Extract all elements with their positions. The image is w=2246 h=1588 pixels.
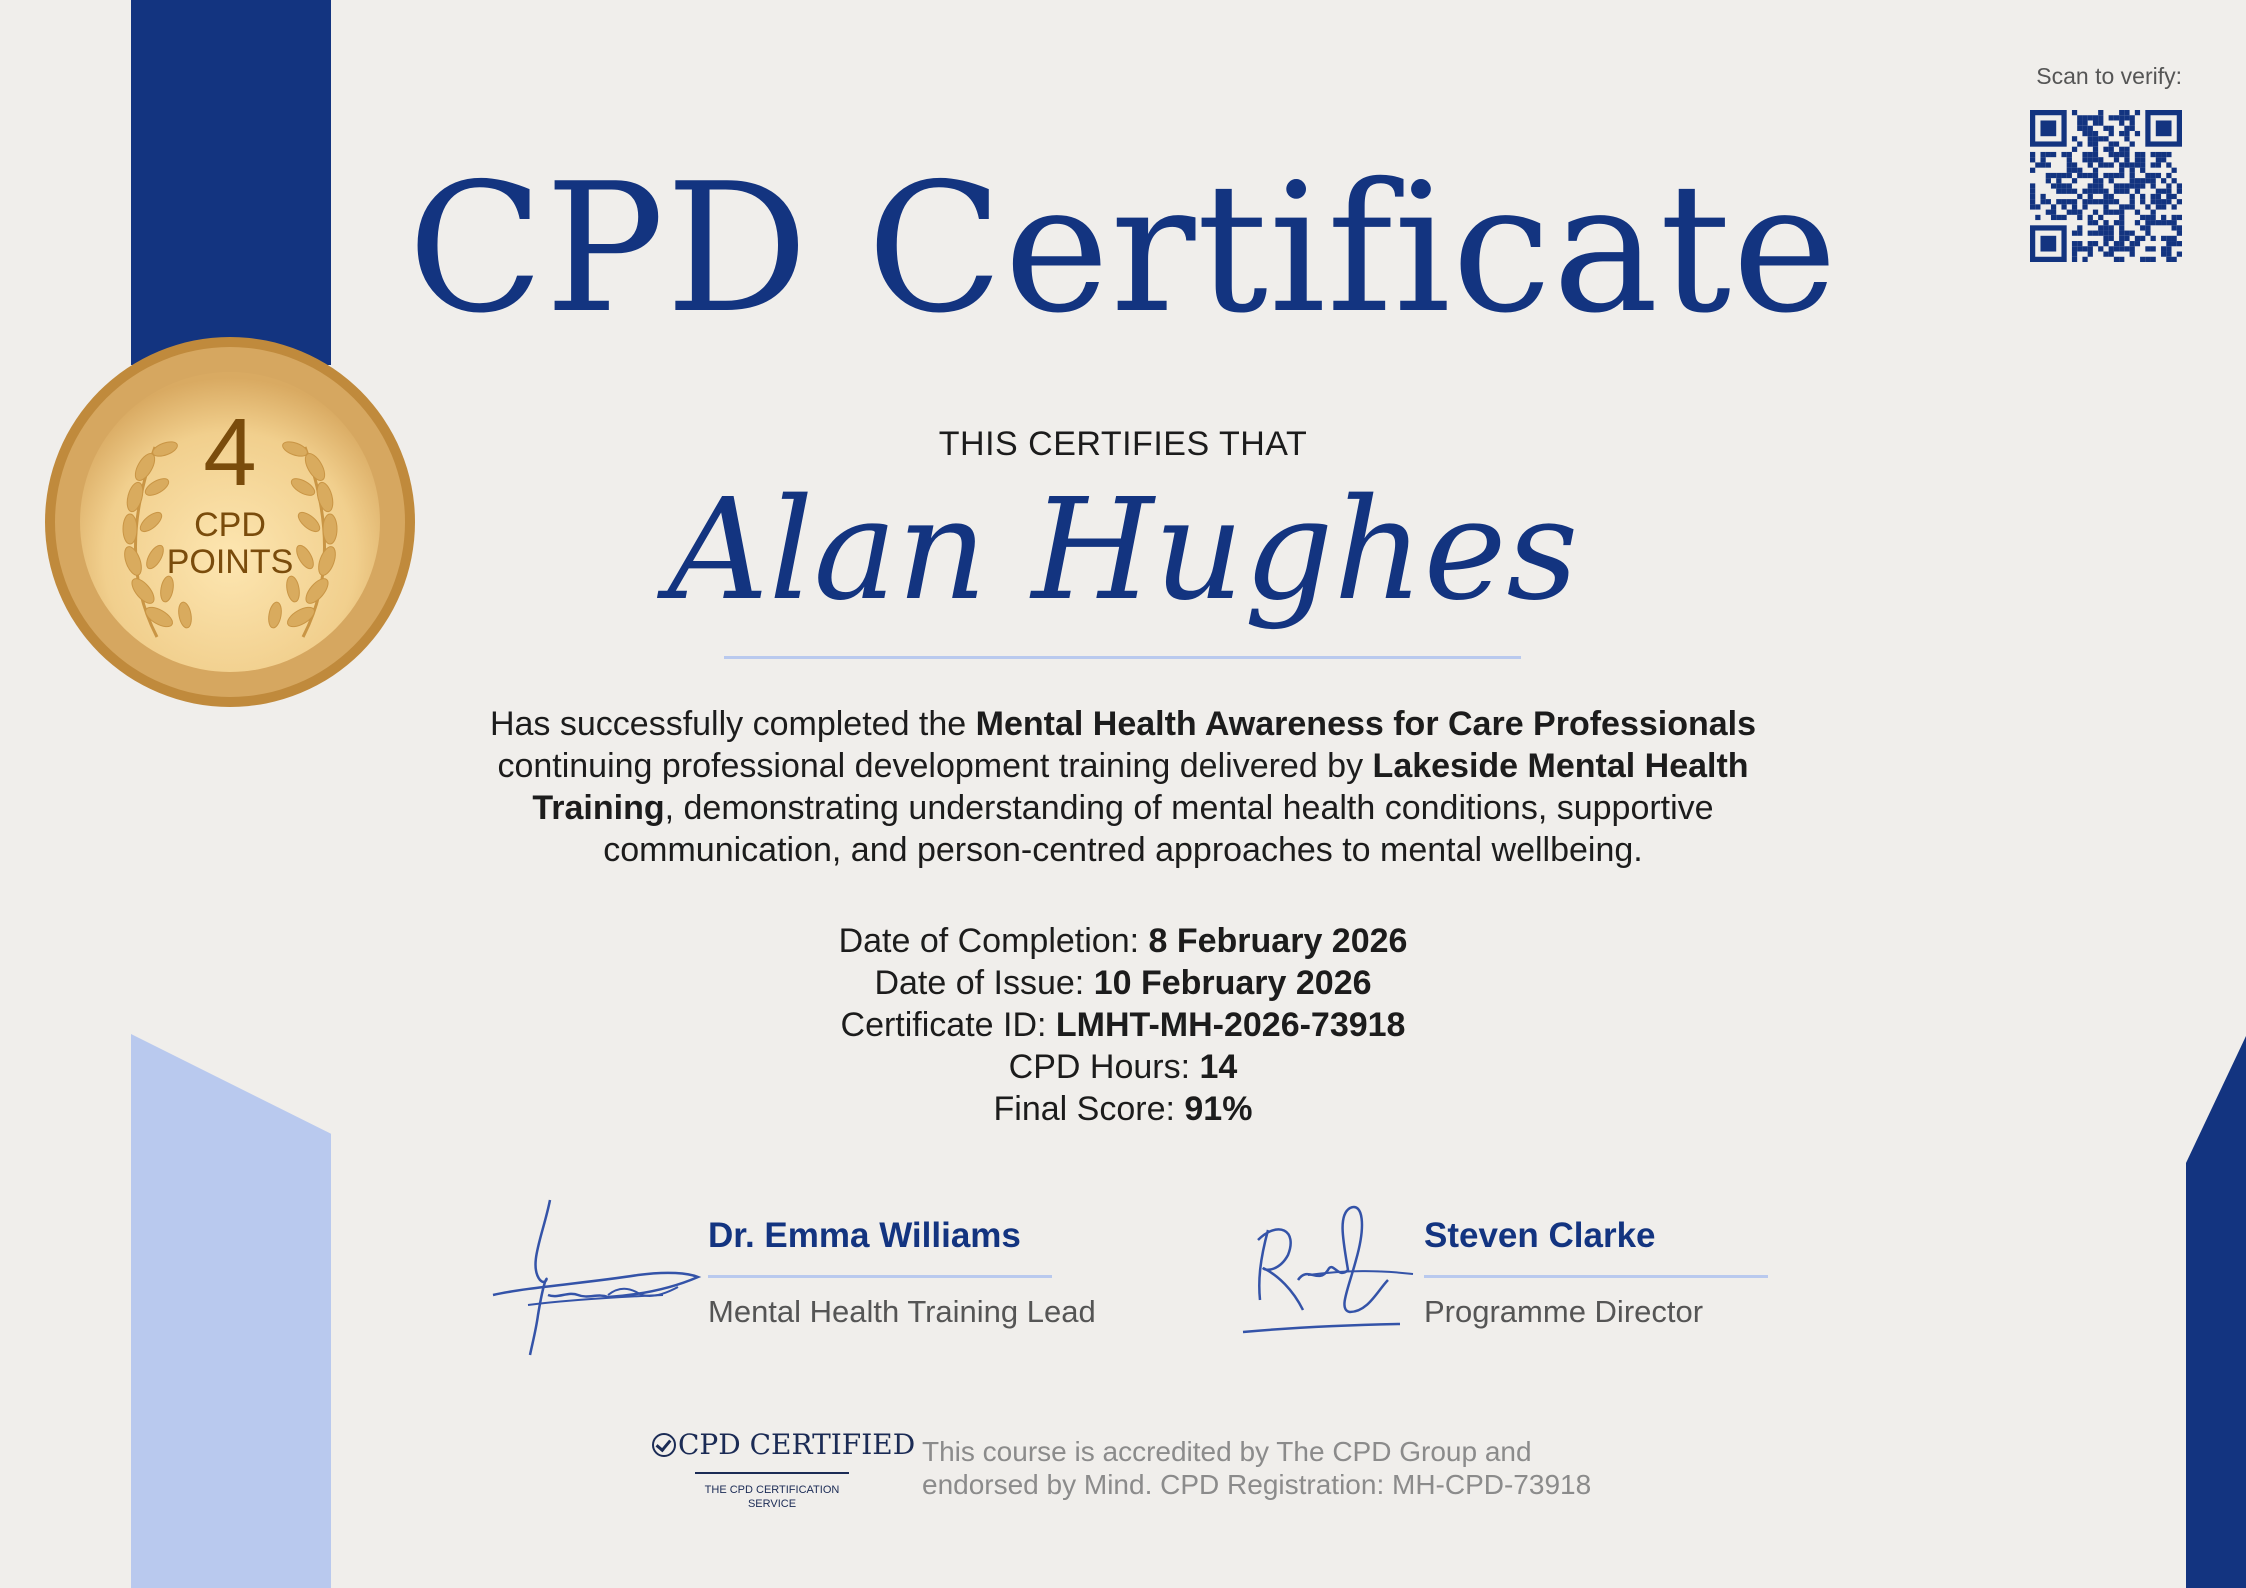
- check-circle-icon: [652, 1433, 676, 1457]
- qr-caption: Scan to verify:: [2036, 63, 2182, 89]
- detail-row: Date of Completion: 8 February 2026: [838, 922, 1408, 960]
- detail-row: Date of Issue: 10 February 2026: [874, 964, 1372, 1002]
- signature-2-icon: [1238, 1200, 1418, 1340]
- cpd-certified-logo: [652, 1428, 916, 1518]
- cpd-points-label: CPD POINTS: [166, 506, 294, 581]
- name-underline: [724, 656, 1521, 659]
- certificate-details: [0, 920, 2246, 1130]
- signatory-1-rule: [708, 1275, 1052, 1278]
- signatory-2-rule: [1424, 1275, 1768, 1278]
- certificate-title: CPD Certificate: [407, 145, 1839, 352]
- certifies-text: THIS CERTIFIES THAT: [938, 425, 1308, 463]
- detail-row: Final Score: 91%: [993, 1090, 1253, 1128]
- signatory-1-role: Mental Health Training Lead: [708, 1294, 1096, 1329]
- course-name: Mental Health Awareness for Care Professionals: [975, 705, 1757, 743]
- cpd-points-value: 4: [203, 399, 257, 506]
- signatory-2-role: Programme Director: [1424, 1294, 1704, 1329]
- recipient-name: Alan Hughes: [667, 469, 1579, 632]
- cpd-logo-title: CPD CERTIFIED: [652, 1428, 892, 1461]
- signatory-1-name: Dr. Emma Williams: [708, 1216, 1021, 1255]
- detail-row: CPD Hours: 14: [1008, 1048, 1238, 1086]
- course-description: Has successfully completed the Mental Health Awareness for Care Professionals continuing professional development training delivered by Lakeside Mental Health Training, demonstrating understanding of mental health conditions, supportive communication, and person-centred approaches to mental wellbeing.: [489, 705, 1757, 869]
- signatory-2-name: Steven Clarke: [1424, 1216, 1656, 1255]
- detail-row: Certificate ID: LMHT-MH-2026-73918: [840, 1006, 1406, 1044]
- signature-1-icon: [488, 1195, 708, 1360]
- cpd-logo-rule: [695, 1472, 849, 1474]
- provider-name: Lakeside Mental Health Training: [532, 747, 1749, 827]
- accreditation-text: This course is accredited by The CPD Group and endorsed by Mind. CPD Registration: MH-CPD-73918: [922, 1436, 1592, 1500]
- cpd-logo-subtitle: THE CPD CERTIFICATION SERVICE: [704, 1484, 840, 1510]
